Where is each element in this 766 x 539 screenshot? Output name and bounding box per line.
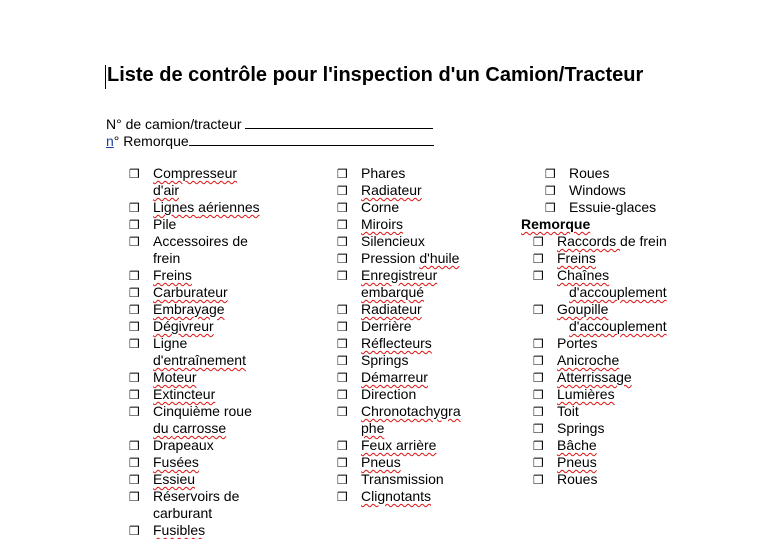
checklist-item[interactable] — [129, 318, 260, 335]
checklist-item-label: d'accouplement — [569, 284, 667, 300]
checklist-item-label: Drapeaux — [153, 437, 214, 453]
checklist-item[interactable] — [533, 471, 667, 488]
checklist-item[interactable] — [533, 233, 667, 250]
checklist-item-label: Phares — [361, 165, 406, 181]
checkbox-icon[interactable]: ❒ — [337, 456, 348, 470]
checkbox-icon[interactable]: ❒ — [337, 473, 348, 487]
checklist-item-label: Essuie-glaces — [569, 199, 657, 215]
checkbox-icon[interactable]: ❒ — [337, 439, 348, 453]
checkbox-icon[interactable]: ❒ — [129, 473, 140, 487]
checklist-item[interactable] — [129, 403, 260, 437]
checklist-item-label: Enregistreur — [361, 267, 438, 283]
checklist-item-label: Atterrissage — [557, 369, 632, 385]
checklist-item[interactable] — [545, 165, 667, 182]
checkbox-icon[interactable]: ❒ — [337, 184, 348, 198]
checkbox-icon[interactable]: ❒ — [337, 320, 348, 334]
checklist-item-label: Pneus — [361, 454, 401, 470]
checklist-item-label: Roues — [557, 471, 598, 487]
checklist-item[interactable] — [337, 488, 461, 505]
checklist-item-label: Lignes aériennes — [153, 199, 260, 215]
checklist-item[interactable] — [337, 182, 461, 199]
checkbox-icon[interactable]: ❒ — [129, 303, 140, 317]
checkbox-icon[interactable]: ❒ — [129, 524, 140, 538]
checklist-item-label: Chaînes — [557, 267, 610, 283]
checklist-item[interactable] — [129, 522, 260, 539]
checkbox-icon[interactable]: ❒ — [129, 456, 140, 470]
checklist-item[interactable] — [533, 420, 667, 437]
checklist-item-label: Compresseur — [153, 165, 238, 181]
checklist-item[interactable] — [533, 335, 667, 352]
checklist-item-label: Essieu — [153, 471, 196, 487]
checkbox-icon[interactable]: ❒ — [129, 337, 140, 351]
checklist-item[interactable] — [337, 386, 461, 403]
checkbox-icon[interactable]: ❒ — [129, 371, 140, 385]
checklist-item[interactable] — [533, 250, 667, 267]
checklist-item[interactable] — [129, 386, 260, 403]
checklist-item-label: Démarreur — [361, 369, 428, 385]
checklist-item-label: Réflecteurs — [361, 335, 432, 351]
checklist-item-label: d'air — [153, 182, 180, 198]
checkbox-icon[interactable]: ❒ — [337, 405, 348, 419]
checklist-item[interactable] — [337, 369, 461, 386]
checklist-item-label: Anicroche — [557, 352, 620, 368]
checkbox-icon[interactable]: ❒ — [337, 218, 348, 232]
checklist-item[interactable] — [129, 301, 260, 318]
checkbox-icon[interactable]: ❒ — [533, 337, 544, 351]
checklist-item-label: Chronotachygra — [361, 403, 461, 419]
checklist-item[interactable] — [533, 301, 667, 335]
checklist-item-label: Fusées — [153, 454, 199, 470]
checklist-item[interactable] — [129, 488, 260, 522]
checklist-item-label: Dégivreur — [153, 318, 214, 334]
checklist-item[interactable] — [129, 216, 260, 233]
checkbox-icon[interactable]: ❒ — [533, 405, 544, 419]
checklist-item-label: Radiateur — [361, 182, 422, 198]
truck-number-blank[interactable] — [245, 114, 433, 129]
checkbox-icon[interactable]: ❒ — [129, 167, 140, 181]
checkbox-icon[interactable]: ❒ — [337, 354, 348, 368]
checklist-item[interactable] — [337, 165, 461, 182]
checkbox-icon[interactable]: ❒ — [337, 303, 348, 317]
checklist-item-label: Springs — [557, 420, 605, 436]
checklist-item-label: Roues — [569, 165, 610, 181]
checklist-item-label: Raccords de frein — [557, 233, 667, 249]
checklist-item[interactable] — [337, 318, 461, 335]
checklist-item[interactable] — [533, 437, 667, 454]
checklist-item[interactable] — [337, 216, 461, 233]
checklist-column-truck-1 — [129, 165, 260, 539]
trailer-section-heading: Remorque — [521, 216, 591, 232]
checklist-item[interactable] — [545, 182, 667, 199]
checklist-item[interactable] — [533, 369, 667, 386]
checkbox-icon[interactable]: ❒ — [533, 269, 544, 283]
checkbox-icon[interactable]: ❒ — [337, 371, 348, 385]
checkbox-icon[interactable]: ❒ — [533, 354, 544, 368]
checkbox-icon[interactable]: ❒ — [337, 490, 348, 504]
trailer-number-field[interactable] — [106, 131, 434, 149]
checklist-item-label: d'entraînement — [153, 352, 246, 368]
checklist-item-label: Réservoirs de — [153, 488, 240, 504]
checklist-item-label: Portes — [557, 335, 598, 351]
checkbox-icon[interactable]: ❒ — [533, 371, 544, 385]
checklist-item-label: Cinquième roue — [153, 403, 252, 419]
checklist-item-label: Clignotants — [361, 488, 432, 504]
checklist-item-label: Extincteur — [153, 386, 216, 402]
checklist-item-label: Pression d'huile — [361, 250, 460, 266]
checklist-item-label: Embrayage — [153, 301, 225, 317]
checklist-item[interactable] — [129, 199, 260, 216]
checkbox-icon[interactable]: ❒ — [545, 184, 556, 198]
checklist-item-label: Freins — [557, 250, 596, 266]
checklist-item[interactable] — [129, 165, 260, 199]
checklist-item-label: Accessoires de — [153, 233, 248, 249]
checkbox-icon[interactable]: ❒ — [129, 490, 140, 504]
checklist-item-label: Carburateur — [153, 284, 228, 300]
checklist-item-label: Bâche — [557, 437, 597, 453]
checkbox-icon[interactable]: ❒ — [129, 439, 140, 453]
checklist-column-trailer — [521, 165, 667, 488]
checkbox-icon[interactable]: ❒ — [129, 405, 140, 419]
checkbox-icon[interactable]: ❒ — [337, 388, 348, 402]
checkbox-icon[interactable]: ❒ — [533, 473, 544, 487]
checklist-item-label: Transmission — [361, 471, 444, 487]
checkbox-icon[interactable]: ❒ — [545, 167, 556, 181]
checklist-item[interactable] — [337, 267, 461, 301]
checklist-item-label: Miroirs — [361, 216, 403, 232]
checklist-item[interactable] — [129, 233, 260, 267]
checklist-item[interactable] — [129, 267, 260, 284]
checklist-item-label: Pneus — [557, 454, 597, 470]
checklist-item-label: Ligne — [153, 335, 188, 351]
checkbox-icon[interactable]: ❒ — [337, 167, 348, 181]
checklist-item-label: Lumières — [557, 386, 615, 402]
checkbox-icon[interactable]: ❒ — [533, 252, 544, 266]
checkbox-icon[interactable]: ❒ — [337, 337, 348, 351]
checklist-item[interactable] — [129, 471, 260, 488]
checklist-item-label: Goupille — [557, 301, 609, 317]
checklist-item[interactable] — [337, 403, 461, 437]
checklist-item[interactable] — [337, 233, 461, 250]
checklist-item[interactable] — [337, 352, 461, 369]
checkbox-icon[interactable]: ❒ — [545, 201, 556, 215]
trailer-prefix: n — [106, 133, 114, 149]
checklist-item-label: Direction — [361, 386, 417, 402]
checklist-item[interactable] — [129, 454, 260, 471]
checklist-item[interactable] — [533, 403, 667, 420]
checkbox-icon[interactable]: ❒ — [533, 456, 544, 470]
checklist-item-label: Toit — [557, 403, 579, 419]
checklist-item[interactable] — [337, 335, 461, 352]
trailer-number-blank[interactable] — [189, 131, 434, 146]
checkbox-icon[interactable]: ❒ — [533, 388, 544, 402]
checklist-item[interactable] — [337, 250, 461, 267]
checklist-item-label: Fusibles — [153, 522, 206, 538]
checkbox-icon[interactable]: ❒ — [337, 201, 348, 215]
truck-number-field[interactable] — [106, 114, 433, 132]
checklist-column-truck-2 — [337, 165, 461, 505]
checklist-item-label: Derrière — [361, 318, 412, 334]
checklist-item[interactable] — [533, 352, 667, 369]
checklist-item[interactable] — [533, 454, 667, 471]
trailer-number-label: ° Remorque — [113, 133, 189, 149]
truck-number-label: N° de camion/tracteur — [106, 116, 242, 132]
checklist-item-label: Corne — [361, 199, 400, 215]
checklist-item[interactable] — [533, 267, 667, 301]
checklist-item[interactable] — [337, 454, 461, 471]
checkbox-icon[interactable]: ❒ — [129, 269, 140, 283]
checklist-item-label: frein — [153, 250, 181, 266]
checklist-item-label: carburant — [153, 505, 213, 521]
checkbox-icon[interactable]: ❒ — [129, 388, 140, 402]
document-title: Liste de contrôle pour l'inspection d'un Camion/Tracteur — [107, 64, 644, 86]
checklist-item[interactable] — [337, 199, 461, 216]
checklist-item-label: phe — [361, 420, 385, 436]
checkbox-icon[interactable]: ❒ — [129, 286, 140, 300]
checklist-item-label: Windows — [569, 182, 626, 198]
checklist-item[interactable] — [545, 199, 667, 216]
checklist-item-label: Feux arrière — [361, 437, 437, 453]
checklist-item[interactable] — [337, 437, 461, 454]
checkbox-icon[interactable]: ❒ — [533, 439, 544, 453]
checklist-item-label: Silencieux — [361, 233, 425, 249]
checklist-item[interactable] — [129, 284, 260, 301]
checkbox-icon[interactable]: ❒ — [533, 303, 544, 317]
checklist-item[interactable] — [337, 301, 461, 318]
checkbox-icon[interactable]: ❒ — [129, 218, 140, 232]
checkbox-icon[interactable]: ❒ — [129, 320, 140, 334]
checkbox-icon[interactable]: ❒ — [337, 235, 348, 249]
checklist-item[interactable] — [533, 386, 667, 403]
checkbox-icon[interactable]: ❒ — [533, 422, 544, 436]
checklist-item-label: Springs — [361, 352, 409, 368]
checklist-item[interactable] — [129, 335, 260, 369]
checkbox-icon[interactable]: ❒ — [129, 201, 140, 215]
checkbox-icon[interactable]: ❒ — [337, 269, 348, 283]
checklist-item-label: Freins — [153, 267, 192, 283]
checklist-item-label: embarqué — [361, 284, 425, 300]
checklist-item[interactable] — [129, 437, 260, 454]
checklist-item-label: Radiateur — [361, 301, 422, 317]
checkbox-icon[interactable]: ❒ — [129, 235, 140, 249]
checklist-item-label: du carrosse — [153, 420, 227, 436]
checklist-item-label: Pile — [153, 216, 177, 232]
text-cursor — [105, 65, 106, 89]
checkbox-icon[interactable]: ❒ — [533, 235, 544, 249]
checklist-item[interactable] — [337, 471, 461, 488]
checkbox-icon[interactable]: ❒ — [337, 252, 348, 266]
checklist-item-label: Moteur — [153, 369, 197, 385]
checklist-item-label: d'accouplement — [569, 318, 667, 334]
checklist-item[interactable] — [129, 369, 260, 386]
